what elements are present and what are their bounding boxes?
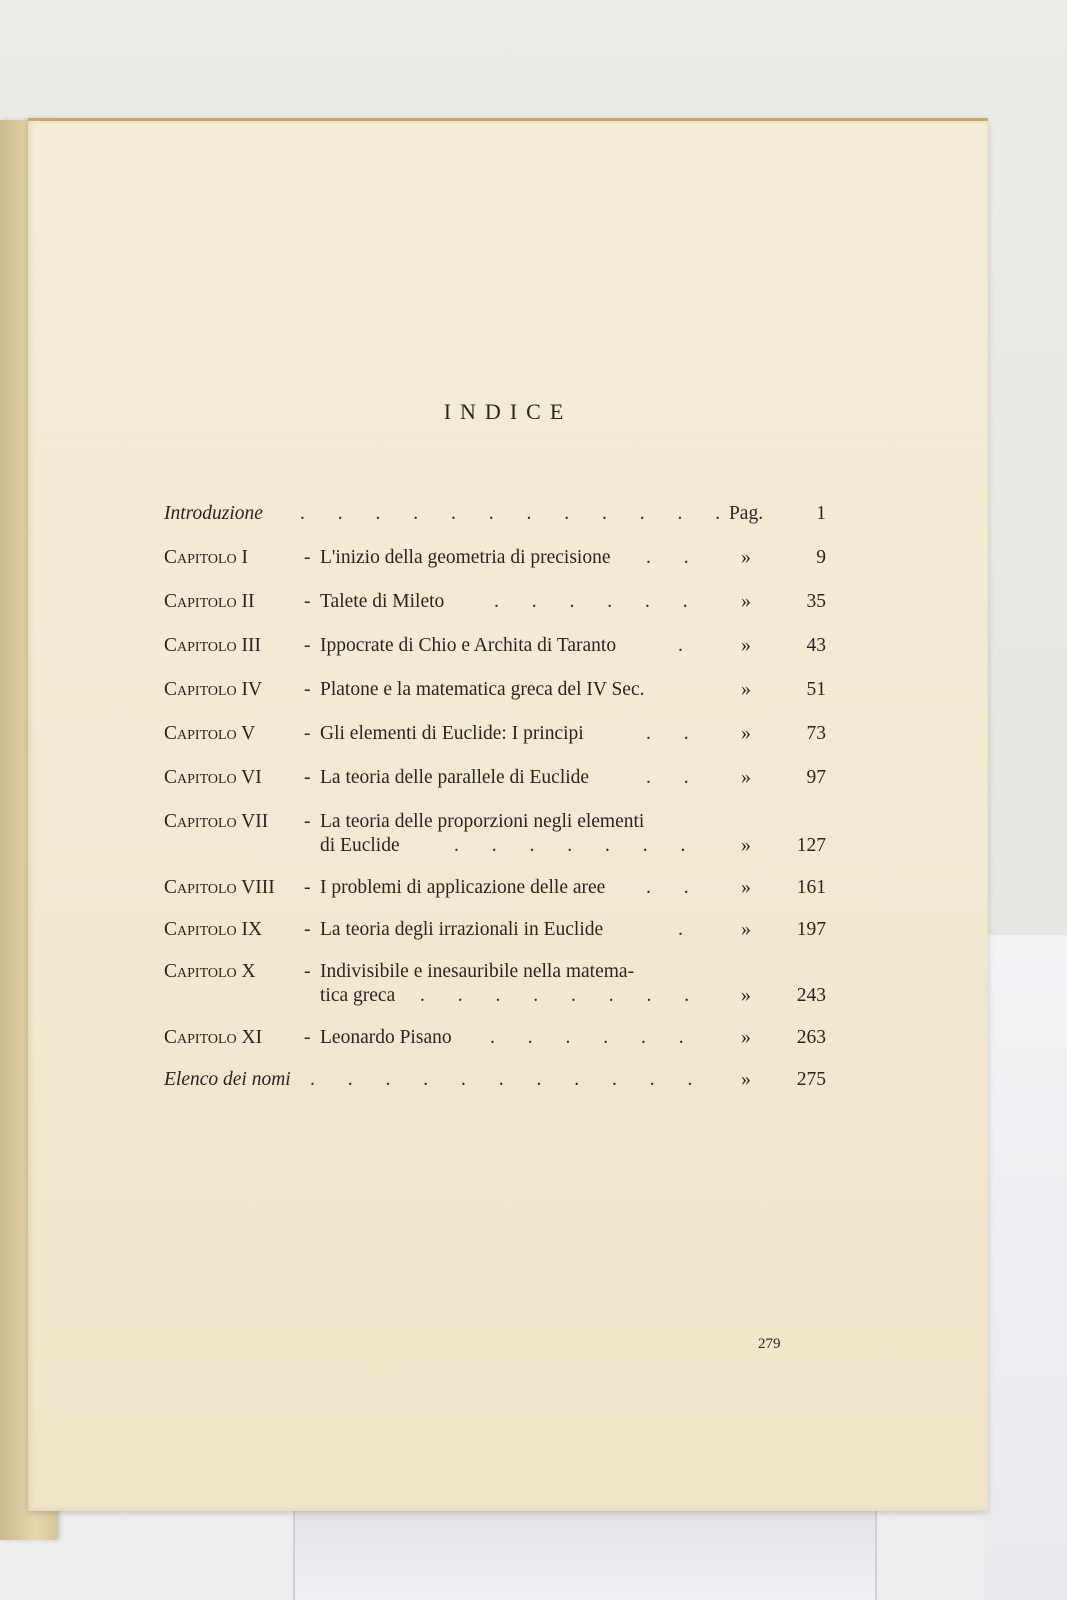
toc-dash: - (304, 547, 311, 568)
toc-page-number: 197 (796, 919, 826, 940)
toc-page-number: 51 (806, 679, 826, 700)
toc-chapter-label: Capitolo III (164, 635, 261, 656)
toc-leader-dots: . . . . . . . . . . . (310, 1069, 707, 1090)
toc-chapter-label: Capitolo V (164, 723, 256, 744)
toc-leader-dots: . . . . . . . (454, 835, 700, 856)
page-number-folio: 279 (758, 1336, 781, 1352)
toc-chapter-title: Gli elementi di Euclide: I principi (320, 723, 584, 744)
toc-page-number: 9 (816, 547, 826, 568)
toc-page-number: 43 (806, 635, 826, 656)
toc-leader-dots: . (678, 635, 697, 656)
toc-page-number: 73 (806, 723, 826, 744)
toc-ditto-mark: » (741, 877, 751, 898)
toc-ditto-mark: » (741, 835, 751, 856)
toc-leader-dots: . . . . . . . . . . . . (300, 503, 735, 524)
toc-page-number: 161 (796, 877, 826, 898)
toc-chapter-title: Leonardo Pisano (320, 1027, 452, 1048)
toc-dash: - (304, 679, 311, 700)
toc-page-number: 243 (796, 985, 826, 1006)
toc-chapter-label: Capitolo VII (164, 811, 269, 832)
toc-page-number: 127 (796, 835, 826, 856)
toc-page-number: 1 (816, 503, 826, 524)
toc-dash: - (304, 635, 311, 656)
toc-leader-dots: . . (646, 547, 703, 568)
toc-dash: - (304, 1027, 311, 1048)
toc-chapter-title: Platone e la matematica greca del IV Sec. (320, 679, 645, 700)
toc-chapter-label: Capitolo I (164, 547, 249, 568)
toc-leader-dots: . . . . . . (494, 591, 702, 612)
toc-dash: - (304, 723, 311, 744)
toc-chapter-title: L'inizio della geometria di precisione (320, 547, 611, 568)
toc-ditto-mark: » (741, 547, 751, 568)
toc-ditto-mark: » (741, 1027, 751, 1048)
toc-dash: - (304, 811, 311, 832)
toc-page-number: 35 (806, 591, 826, 612)
book-page (28, 118, 988, 1511)
toc-chapter-title: Talete di Mileto (320, 591, 445, 612)
toc-chapter-label: Capitolo XI (164, 1027, 263, 1048)
toc-chapter-title: Indivisibile e inesauribile nella matema- (320, 961, 635, 982)
toc-chapter-title: La teoria delle proporzioni negli elementi (320, 811, 645, 832)
toc-leader-dots: . . (646, 723, 703, 744)
toc-ditto-mark: » (741, 723, 751, 744)
toc-ditto-mark: » (741, 591, 751, 612)
toc-leader-dots: . . (646, 877, 703, 898)
page-title: INDICE (443, 399, 573, 424)
toc-leader-dots: . . . . . . . . (420, 985, 704, 1006)
toc-dash: - (304, 767, 311, 788)
toc-dash: - (304, 919, 311, 940)
toc-chapter-title: La teoria degli irrazionali in Euclide (320, 919, 604, 940)
toc-leader-dots: . (678, 919, 697, 940)
toc-chapter-title: La teoria delle parallele di Euclide (320, 767, 590, 788)
toc-chapter-label: Capitolo IX (164, 919, 263, 940)
toc-ditto-mark: » (741, 767, 751, 788)
toc-label: Introduzione (164, 503, 263, 524)
toc-chapter-title: I problemi di applicazione delle aree (320, 877, 606, 898)
toc-chapter-label: Capitolo VIII (164, 877, 275, 898)
toc-chapter-title-continued: di Euclide (320, 835, 400, 856)
toc-chapter-label: Capitolo X (164, 961, 256, 982)
toc-page-prefix: Pag. (728, 503, 764, 524)
toc-dash: - (304, 961, 311, 982)
toc-page-number: 263 (796, 1027, 826, 1048)
toc-chapter-label: Capitolo VI (164, 767, 262, 788)
toc-ditto-mark: » (741, 1069, 751, 1090)
toc-dash: - (304, 591, 311, 612)
toc-chapter-title-continued: tica greca (320, 985, 396, 1006)
toc-leader-dots: . . (646, 767, 703, 788)
background-wall (985, 935, 1067, 1600)
toc-label: Elenco dei nomi (164, 1069, 291, 1090)
toc-ditto-mark: » (741, 635, 751, 656)
toc-chapter-label: Capitolo IV (164, 679, 263, 700)
toc-chapter-label: Capitolo II (164, 591, 255, 612)
toc-page-number: 275 (796, 1069, 826, 1090)
toc-ditto-mark: » (741, 985, 751, 1006)
toc-ditto-mark: » (741, 919, 751, 940)
toc-ditto-mark: » (741, 679, 751, 700)
toc-dash: - (304, 877, 311, 898)
toc-chapter-title: Ippocrate di Chio e Archita di Taranto (320, 635, 617, 656)
toc-page-number: 97 (806, 767, 826, 788)
toc-leader-dots: . . . . . . (490, 1027, 698, 1048)
